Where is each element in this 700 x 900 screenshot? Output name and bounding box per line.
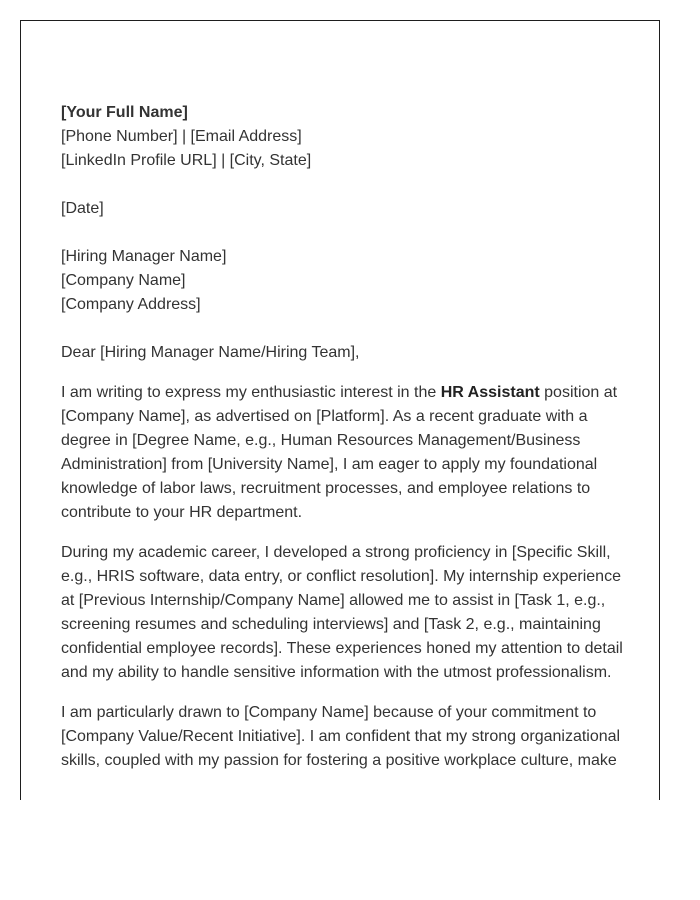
letter-date: [Date] xyxy=(61,200,104,217)
sender-full-name: [Your Full Name] xyxy=(61,104,188,121)
body-paragraph-3: I am particularly drawn to [Company Name] because of your commitment to [Company Value/Recent Initiative]. I am confident that my strong organizational skills, coupled with my passion for fostering a positive workplace culture, make xyxy=(61,704,621,769)
position-title: HR Assistant xyxy=(440,384,540,401)
recipient-block xyxy=(61,245,626,317)
recipient-manager-name: [Hiring Manager Name] xyxy=(61,248,227,265)
paragraph-1-intro: I am writing to express my enthusiastic interest in the xyxy=(61,384,441,401)
body-paragraph-1 xyxy=(61,381,626,525)
spacer xyxy=(61,317,626,341)
letter-greeting: Dear [Hiring Manager Name/Hiring Team], xyxy=(61,344,360,361)
document-page xyxy=(20,20,660,800)
recipient-company-name: [Company Name] xyxy=(61,272,186,289)
letter-body xyxy=(61,101,626,773)
sender-contact-linkedin-location: [LinkedIn Profile URL] | [City, State] xyxy=(61,152,312,169)
sender-contact-phone-email: [Phone Number] | [Email Address] xyxy=(61,128,302,145)
sender-block xyxy=(61,101,626,173)
paragraph-1-rest: position at [Company Name], as advertised on [Platform]. As a recent graduate with a degree in [Degree Name, e.g., Human Resources Management/Business Administration] from [University Name], I am eager to apply my foundational knowledge of labor laws, recruitment processes, and employee relations to contribute to your HR department. xyxy=(61,384,618,521)
spacer xyxy=(61,221,626,245)
recipient-company-address: [Company Address] xyxy=(61,296,201,313)
spacer xyxy=(61,173,626,197)
body-paragraph-2: During my academic career, I developed a strong proficiency in [Specific Skill, e.g., HRIS software, data entry, or conflict resolution]. My internship experience at [Previous Internship/Company Name] allowed me to assist in [Task 1, e.g., screening resumes and scheduling interviews] and [Task 2, e.g., maintaining confidential employee records]. These experiences honed my attention to detail and my ability to handle sensitive information with the utmost professionalism. xyxy=(61,544,623,681)
